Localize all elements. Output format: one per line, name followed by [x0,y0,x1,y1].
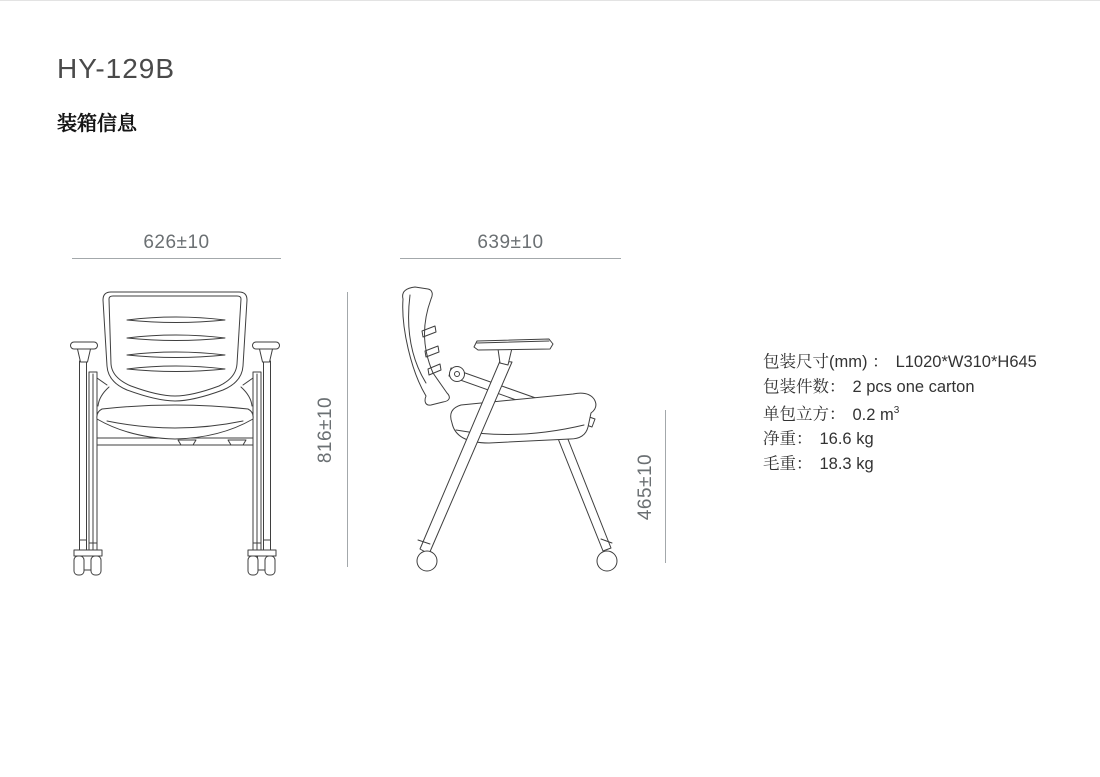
spec-value: 16.6 kg [819,430,874,448]
spec-value: 2 pcs one carton [852,377,975,396]
spec-row-gross-weight [763,452,1037,477]
chair-front-view-svg [65,288,285,578]
dimension-line-front-width [72,258,281,259]
spec-label: 净重： [763,430,813,448]
spec-value: 0.2 m [852,405,894,424]
spec-label: 单包立方： [763,405,846,424]
dimension-line-side-depth [400,258,621,259]
chair-side-view [395,283,635,578]
chair-front-view [65,288,285,578]
dimension-front-width: 626±10 [143,232,210,253]
dimension-line-overall-height [347,292,348,567]
top-divider [0,0,1100,1]
spec-value: L1020*W310*H645 [895,353,1037,371]
spec-label: 包装尺寸(mm) ： [763,353,889,371]
spec-row-package-count [763,375,1037,400]
spec-value: 18.3 kg [819,454,874,473]
spec-row-net-weight [763,427,1037,452]
spec-label: 毛重： [763,454,813,473]
page-title: HY-129B [57,53,176,84]
spec-row-package-volume [763,399,1037,427]
spec-row-package-size [763,350,1037,375]
dimension-side-depth: 639±10 [477,232,544,253]
spec-value-superscript: 3 [893,405,900,416]
spec-label: 包装件数： [763,377,846,396]
packing-info-block [763,350,1037,476]
chair-side-view-svg [395,283,635,578]
dimension-overall-height: 816±10 [315,396,336,464]
section-title: 装箱信息 [57,113,137,135]
dimension-seat-height: 465±10 [635,453,656,521]
dimension-line-seat-height [665,410,666,563]
